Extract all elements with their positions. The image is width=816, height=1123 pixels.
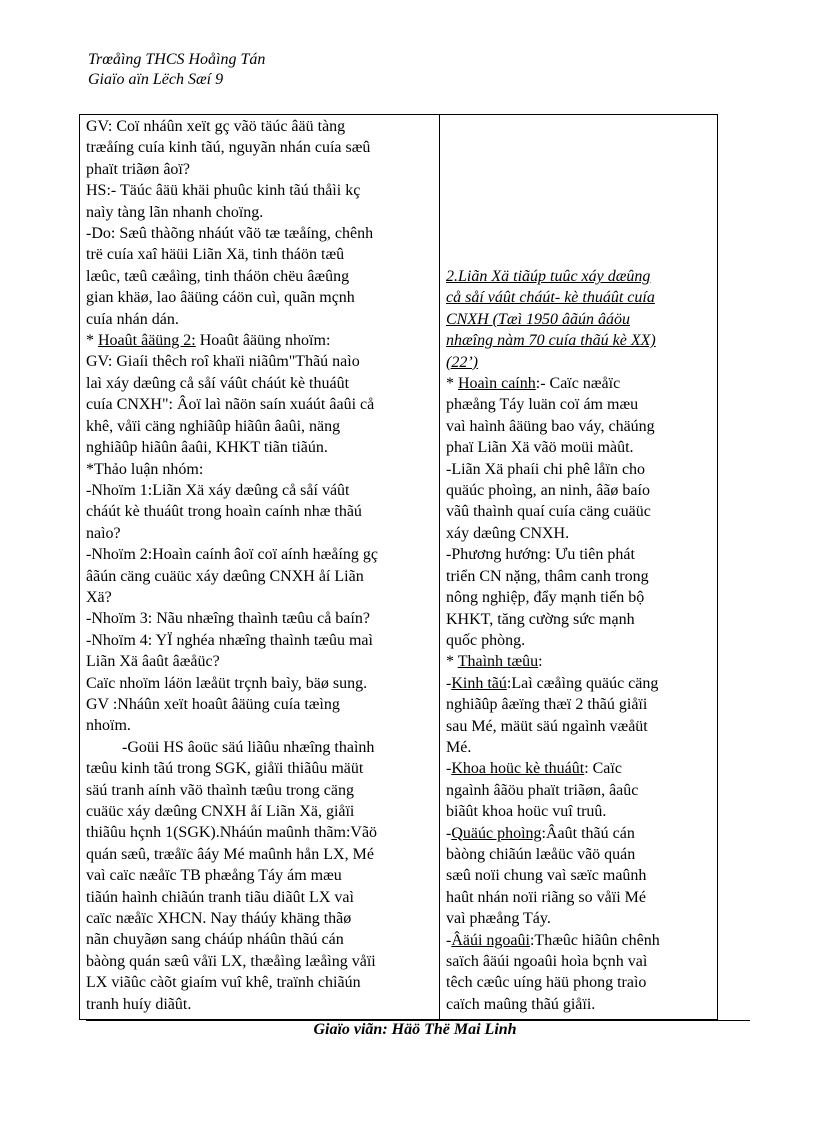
left-column-line: -Nhoïm 3: Nãu nhæîng thaình tæûu cå baín? (86, 610, 370, 628)
left-column-line: bàòng quán sæû våïi LX, thæåìng læåìng våïi (86, 952, 376, 970)
right-column-line: ngaình âãöu phaït triãøn, âaûc (446, 781, 639, 799)
left-column-line: caïc næåïc XHCN. Nay tháúy khäng thãø (86, 910, 352, 928)
right-column-line: sæû noïi chung vaì sæïc maûnh (446, 867, 647, 885)
left-column-line: LX viãûc càõt giaím vuî khê, traïnh chiãún (86, 974, 361, 992)
right-column-line: CNXH (Tæì 1950 âãún âáöu (446, 310, 631, 328)
left-column-line: GV: Giaíi thêch roî khaïi niãûm"Thãú naìo (86, 353, 360, 371)
left-column-line: GV: Coï nháûn xeït gç vãö täúc âäü tàng (86, 118, 346, 135)
underlined-term: Khoa hoüc kè thuáût (451, 760, 585, 778)
right-column-line: nghiãûp âæïng thæï 2 thãú giåïi (446, 696, 648, 714)
left-column-line: -Nhoïm 2:Hoaìn caính âoï coï aính hæåíng gç (86, 546, 378, 564)
left-column-line: vaì caïc næåïc TB phæång Táy ám mæu (86, 867, 342, 885)
right-column-line: sau Mé, mäüt säú ngaình væåüt (446, 717, 648, 735)
right-column-line: -Kinh tãú:Laì cæåìng quäúc cäng (446, 674, 659, 692)
right-column-line: xáy dæûng CNXH. (446, 524, 570, 542)
left-column-line: âãún cäng cuäüc xáy dæûng CNXH åí Liãn (86, 567, 364, 585)
left-column-line: nhoïm. (86, 717, 131, 735)
right-column-line: haût nhán noïi riãng so våïi Mé (446, 888, 646, 906)
left-column-line: säú tranh aính vãö thaình tæûu trong cäng (86, 781, 354, 799)
right-column-line: -Khoa hoüc kè thuáût: Caïc (446, 760, 622, 778)
left-column-line: gian khäø, lao âäüng cáön cuì, quãn mçnh (86, 289, 355, 307)
right-column-line: quốc phòng. (446, 631, 526, 649)
left-column-line: læûc, tæû cæåìng, tinh tháön chëu âæûng (86, 267, 350, 285)
left-column-line: phaït triãøn âoï? (86, 160, 190, 178)
right-column-line: Mé. (446, 738, 472, 756)
left-column-line: naìo? (86, 524, 121, 542)
left-column-line: cuía nhán dán. (86, 310, 179, 328)
left-column-line: Liãn Xä âaût âæåüc? (86, 653, 220, 671)
right-column-line: cå såí váût cháút- kè thuáût cuía (446, 289, 655, 307)
left-column-line: cháút kè thuáût trong hoaìn caính nhæ thãú (86, 503, 362, 521)
right-column-line: vaì haình âäüng bao váy, chäúng (446, 417, 655, 435)
right-column-line: -Quäúc phoìng:Âaût thãú cán (446, 824, 635, 842)
right-column-line: (22’) (446, 353, 478, 371)
left-column-line: laì xáy dæûng cå såí váût cháút kè thuáût (86, 374, 350, 392)
underlined-term: Quäúc phoìng (451, 824, 542, 842)
subject-title: Giaïo aïn Lëch Sæí 9 (88, 71, 224, 88)
left-column-line: nãn chuyãøn sang cháúp nháûn thãú cán (86, 931, 344, 949)
right-column-line: quäúc phoìng, an ninh, âãø baío (446, 482, 650, 500)
empty-space (446, 116, 712, 266)
left-column-line: trë cuía xaî häüi Liãn Xä, tinh tháön tæû (86, 246, 345, 264)
right-column-line: caïch maûng thãú giåïi. (446, 995, 596, 1013)
right-column-line: -Phương hướng: Ưu tiên phát (446, 546, 635, 564)
right-column-line: vãû thaình quaí cuía cäng cuäüc (446, 503, 651, 521)
teacher-student-activities-cell (80, 115, 440, 1020)
right-column-line: vaì phæång Táy. (446, 910, 551, 928)
left-column-line: -Goüi HS âoüc säú liãûu nhæîng thaình (122, 738, 375, 756)
underlined-term: Hoaût âäüng 2: (98, 332, 196, 350)
right-column-line: biãût khoa hoüc vuî truû. (446, 803, 607, 821)
left-column-line: naìy tàng lãn nhanh choïng. (86, 203, 264, 221)
teacher-name-footer: Giaïo viãn: Häö Thë Mai Linh (313, 1021, 517, 1038)
left-column-line: *Thảo luận nhóm: (86, 460, 204, 478)
left-column-line: khê, våïi cäng nghiãûp hiãûn âaûi, näng (86, 417, 341, 435)
left-column-line: cuía CNXH": Âoï laì nãön saín xuáút âaûi cå (86, 396, 375, 414)
underlined-term: Kinh tãú (451, 674, 507, 692)
underlined-term: Hoaìn caính (458, 375, 536, 393)
left-column-line: Caïc nhoïm láön læåüt trçnh baìy, bäø sung. (86, 674, 368, 692)
left-column-line: HS:- Täúc âäü khäi phuûc kinh tãú thåìi kç (86, 182, 361, 200)
underlined-term: Âäúi ngoaûi (451, 931, 530, 949)
left-column-line: træåíng cuía kinh tãú, nguyãn nhán cuía sæû (86, 139, 371, 157)
right-column-line: * Thaình tæûu: (446, 653, 543, 671)
left-column-line: cuäüc xáy dæûng CNXH åí Liãn Xä, giåïi (86, 803, 355, 820)
left-column-line: * Hoaût âäüng 2: Hoaût âäüng nhoïm: (86, 332, 331, 350)
left-column-line: quán sæû, træåïc âáy Mé maûnh hån LX, Mé (86, 845, 374, 863)
left-column-line: thiãûu hçnh 1(SGK).Nháún maûnh thãm:Vãö (86, 824, 378, 842)
left-column-line: Xä? (86, 588, 112, 606)
right-column-line: saïch âäúi ngoaûi hoìa bçnh vaì (446, 953, 648, 970)
left-column-line: tranh huíy diãût. (86, 995, 192, 1013)
school-name: Trœåìng THCS Hoåìng Tán (88, 51, 266, 68)
right-column-line: têch cæûc uíng häü phong traìo (446, 974, 647, 992)
left-column-line: -Nhoïm 4: YÏ nghéa nhæîng thaình tæûu maì (86, 631, 373, 649)
left-column-line: -Nhoïm 1:Liãn Xä xáy dæûng cå såí váût (86, 481, 350, 499)
right-column-line: -Liãn Xä phaíi chi phê låïn cho (446, 460, 646, 478)
left-column-line: tiãún haình chiãún tranh tiãu diãût LX vaì (86, 888, 354, 906)
right-column-line: nông nghiệp, đẩy mạnh tiến bộ (446, 589, 645, 607)
page-header (88, 50, 265, 90)
right-column-line: triển CN nặng, thâm canh trong (446, 567, 649, 585)
right-column-line: 2.Liãn Xä tiãúp tuûc xáy dæûng (446, 268, 651, 285)
right-column-line: bàòng chiãún læåüc vãö quán (446, 845, 636, 863)
right-column-line: -Âäúi ngoaûi:Thæûc hiãûn chênh (446, 931, 660, 949)
right-column-line: nhæîng nàm 70 cuía thãú kè XX) (446, 332, 656, 350)
right-column-line: KHKT, tăng cường sức mạnh (446, 610, 635, 628)
left-column-line: GV :Nháûn xeït hoaût âäüng cuía tæìng (86, 695, 340, 713)
left-column-line: -Do: Sæû thàõng nháút vãö tæ tæåíng, chênh (86, 225, 374, 243)
right-column-line: phaï Liãn Xä vãö moüi màût. (446, 439, 634, 457)
left-column-line: tæûu kinh tãú trong SGK, giåïi thiãûu mäüt (86, 760, 364, 778)
lesson-content-cell (440, 115, 718, 1020)
right-column-line: phæång Táy luän coï ám mæu (446, 396, 639, 414)
underlined-term: Thaình tæûu (457, 653, 539, 671)
lesson-table (79, 114, 718, 1020)
left-column-line: nghiãûp hiãûn âaûi, KHKT tiãn tiãún. (86, 439, 328, 457)
table-row (80, 115, 718, 1020)
right-column-line: * Hoaìn caính:- Caïc næåïc (446, 375, 621, 393)
